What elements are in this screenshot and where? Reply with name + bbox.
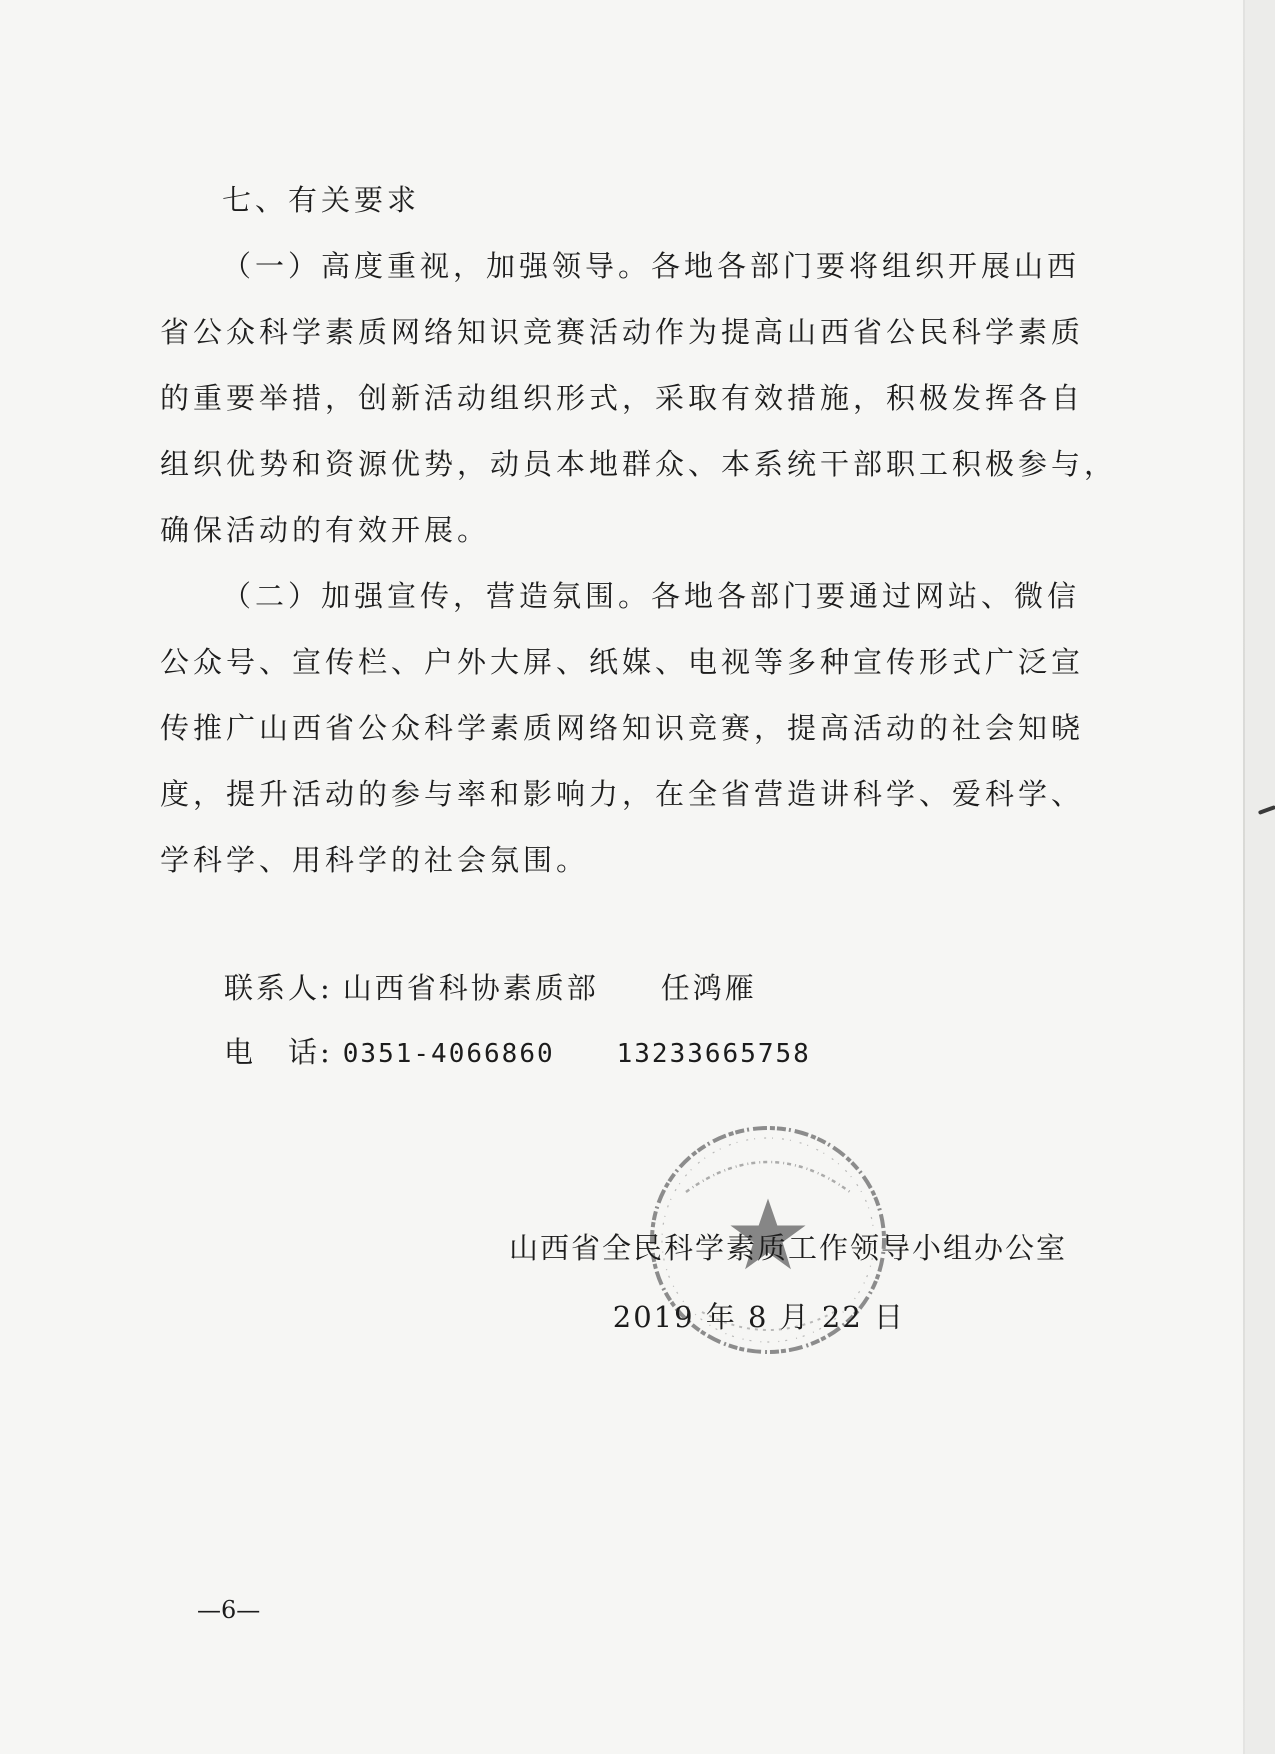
contact-name: 任鸿雁 — [660, 971, 757, 1005]
document-body — [160, 180, 1118, 906]
paragraph-line: 的重要举措，创新活动组织形式，采取有效措施，积极发挥各自 — [160, 381, 1085, 415]
paragraph-line: 学科学、用科学的社会氛围。 — [160, 843, 590, 877]
contact-person-line — [224, 968, 757, 1008]
signature-date: 2019 年 8 月 22 日 — [612, 1300, 905, 1334]
contact-department: 山西省科协素质部 — [342, 971, 599, 1005]
paragraph-line: 传推广山西省公众科学素质网络知识竞赛，提高活动的社会知晓 — [160, 711, 1085, 745]
paragraph-2 — [160, 576, 1095, 906]
page-number: —6— — [197, 1596, 261, 1624]
page-edge — [1243, 0, 1245, 1754]
paragraph-line: 省公众科学素质网络知识竞赛活动作为提高山西省公民科学素质 — [160, 315, 1085, 349]
paragraph-line: 确保活动的有效开展。 — [160, 513, 491, 547]
signature-organization: 山西省全民科学素质工作领导小组办公室 — [508, 1231, 1067, 1265]
contact-phone-label: 电 话: — [224, 1035, 333, 1069]
paragraph-line: 组织优势和资源优势，动员本地群众、本系统干部职工积极参与， — [160, 447, 1118, 481]
paragraph-line: （一）高度重视，加强领导。各地各部门要将组织开展山西 — [222, 249, 1081, 283]
contact-person-label: 联系人: — [224, 971, 333, 1005]
paragraph-line: （二）加强宣传，营造氛围。各地各部门要通过网站、微信 — [222, 579, 1081, 613]
page-edge-shadow — [1245, 0, 1275, 1754]
paragraph-1 — [160, 246, 1118, 576]
section-heading: 七、有关要求 — [222, 183, 421, 217]
paragraph-line: 度，提升活动的参与率和影响力，在全省营造讲科学、爱科学、 — [160, 777, 1085, 811]
contact-phone-line — [224, 1032, 811, 1074]
paragraph-line: 公众号、宣传栏、户外大屏、纸媒、电视等多种宣传形式广泛宣 — [160, 645, 1085, 679]
contact-phone-landline: 0351-4066860 — [342, 1039, 555, 1069]
contact-phone-mobile: 13233665758 — [616, 1039, 811, 1069]
